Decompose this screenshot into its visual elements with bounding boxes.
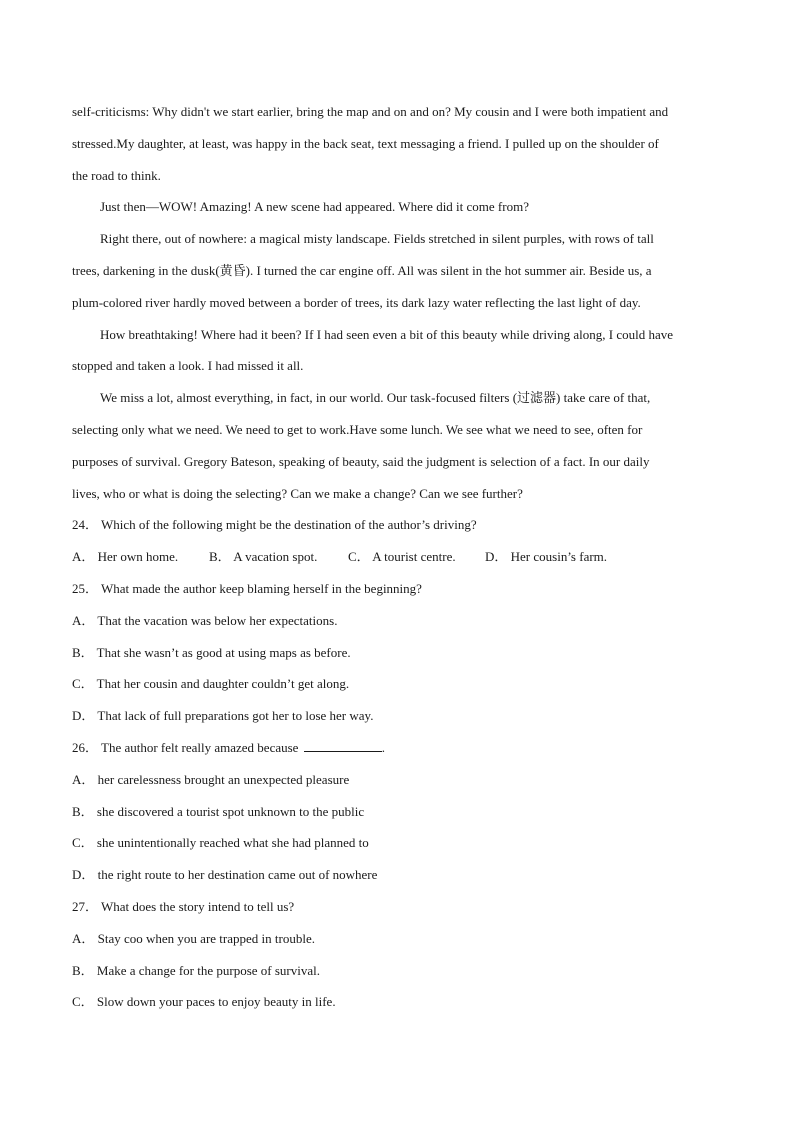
paragraph-5 bbox=[72, 384, 722, 511]
passage-line: lives, who or what is doing the selecting? Can we make a change? Can we see further? bbox=[72, 485, 523, 501]
answer-blank bbox=[304, 739, 382, 752]
passage-line: the road to think. bbox=[72, 167, 161, 183]
paragraph-2 bbox=[72, 193, 722, 225]
passage-line: selecting only what we need. We need to get to work.Have some lunch. We see what we need to see, often for bbox=[72, 421, 643, 437]
passage-line: purposes of survival. Gregory Bateson, speaking of beauty, said the judgment is selection of a fact. In our daily bbox=[72, 453, 650, 469]
question-27 bbox=[72, 893, 722, 1020]
passage bbox=[72, 98, 722, 511]
option-c: C． That her cousin and daughter couldn’t get along. bbox=[72, 676, 350, 692]
question-26 bbox=[72, 734, 722, 893]
option-b: B． That she wasn’t as good at using maps as before. bbox=[72, 644, 351, 660]
option-row bbox=[72, 543, 722, 575]
passage-line: stopped and taken a look. I had missed it all. bbox=[72, 358, 304, 374]
passage-line: Just then—WOW! Amazing! A new scene had appeared. Where did it come from? bbox=[100, 199, 529, 215]
option-b: B． A vacation spot. bbox=[209, 549, 318, 565]
question-25 bbox=[72, 575, 722, 734]
passage-line: plum-colored river hardly moved between a border of trees, its dark lazy water reflecting the last light of day. bbox=[72, 294, 641, 310]
paragraph-4 bbox=[72, 321, 722, 385]
option-a: A． That the vacation was below her expectations. bbox=[72, 612, 338, 628]
option-c: C． Slow down your paces to enjoy beauty in life. bbox=[72, 994, 336, 1010]
passage-line: Right there, out of nowhere: a magical misty landscape. Fields stretched in silent purples, with rows of tall bbox=[100, 231, 654, 247]
option-d: D． Her cousin’s farm. bbox=[485, 549, 608, 565]
option-d: D． the right route to her destination came out of nowhere bbox=[72, 867, 378, 883]
option-b: B． Make a change for the purpose of survival. bbox=[72, 962, 321, 978]
passage-line: stressed.My daughter, at least, was happy in the back seat, text messaging a friend. I pulled up on the shoulder of bbox=[72, 135, 659, 151]
option-c: C． she unintentionally reached what she had planned to bbox=[72, 835, 369, 851]
page-content bbox=[72, 98, 722, 1020]
option-d: D． That lack of full preparations got her to lose her way. bbox=[72, 708, 374, 724]
question-24 bbox=[72, 511, 722, 575]
question-stem: 26． The author felt really amazed because bbox=[72, 739, 299, 755]
passage-line: trees, darkening in the dusk(黄昏). I turned the car engine off. All was silent in the hot summer air. Beside us, a bbox=[72, 262, 652, 278]
question-stem: 27． What does the story intend to tell us? bbox=[72, 898, 295, 914]
question-stem: 25． What made the author keep blaming herself in the beginning? bbox=[72, 580, 422, 596]
option-a: A． Her own home. bbox=[72, 549, 179, 565]
question-stem-row bbox=[72, 734, 722, 766]
option-b: B． she discovered a tourist spot unknown to the public bbox=[72, 803, 365, 819]
passage-line: We miss a lot, almost everything, in fact, in our world. Our task-focused filters (过滤器) take care of that, bbox=[100, 390, 651, 406]
question-stem: 24． Which of the following might be the destination of the author’s driving? bbox=[72, 517, 477, 533]
paragraph-3 bbox=[72, 225, 722, 320]
option-a: A． Stay coo when you are trapped in trouble. bbox=[72, 930, 315, 946]
option-a: A． her carelessness brought an unexpected pleasure bbox=[72, 771, 350, 787]
paragraph-1 bbox=[72, 98, 722, 193]
passage-line: self-criticisms: Why didn't we start earlier, bring the map and on and on? My cousin and I were both impatient and bbox=[72, 104, 669, 119]
stem-end: . bbox=[381, 739, 385, 755]
option-c: C． A tourist centre. bbox=[348, 549, 456, 565]
passage-line: How breathtaking! Where had it been? If I had seen even a bit of this beauty while driving along, I could have bbox=[100, 326, 674, 342]
